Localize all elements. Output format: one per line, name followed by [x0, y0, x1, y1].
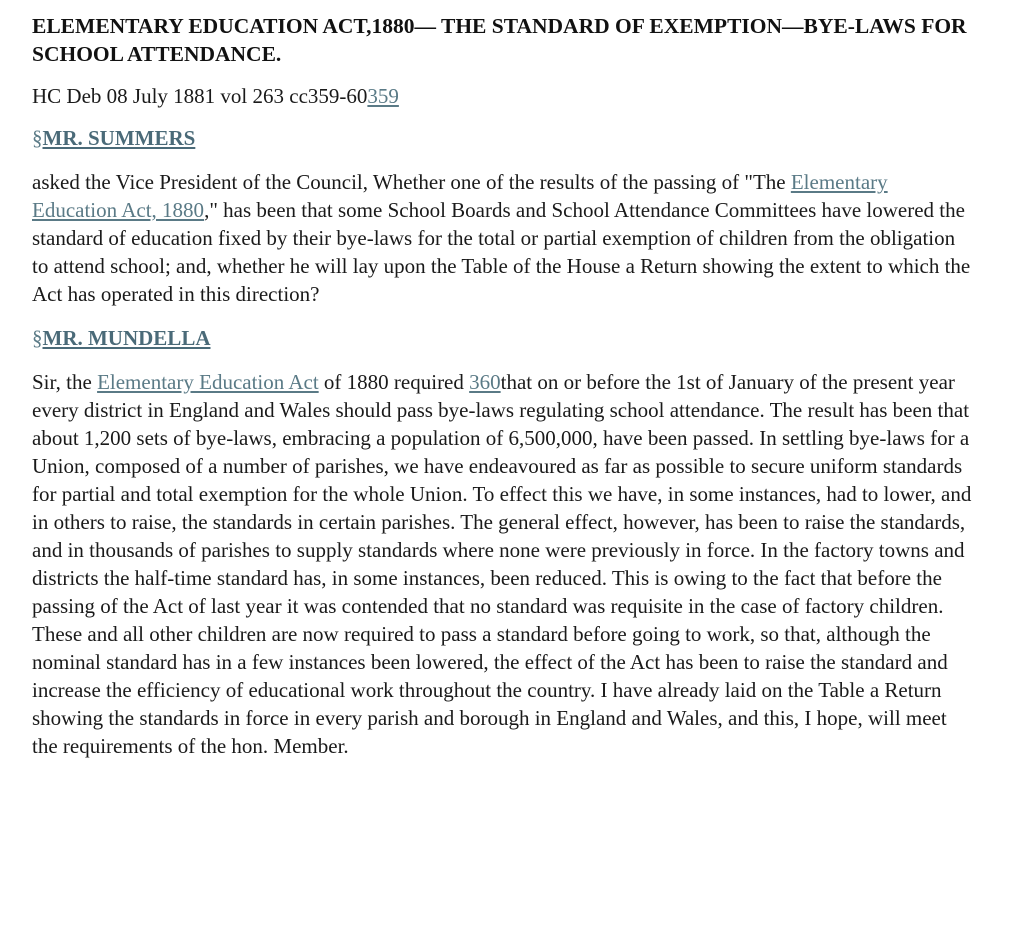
act-link[interactable]: Elementary Education Act, 1880: [32, 170, 888, 222]
section-mark: §: [32, 326, 43, 350]
speech-text: that on or before the 1st of January of the present year every district in England and Wales should pass bye-laws regulating school attendance. The result has been that about 1,200 sets of bye-laws, embracing a population of 6,500,000, have been passed. In settling bye-laws for a Union, composed of a number of parishes, we have endeavoured as far as possible to secure uniform standards for partial and total exemption for the whole Union. To effect this we have, in some instances, had to lower, and in others to raise, the standards in certain parishes. The general effect, however, has been to raise the standards, and in thousands of parishes to supply standards where none were previously in force. In the factory towns and districts the half-time standard has, in some instances, been reduced. This is owing to the fact that before the passing of the Act of last year it was contended that no standard was requisite in the case of factory children. These and all other children are now required to pass a standard before going to work, so that, although the nominal standard has in a few instances been lowered, the effect of the Act has been to raise the standard and increase the efficiency of educational work throughout the country. I have already laid on the Table a Return showing the standards in force in every parish and borough in England and Wales, and this, I hope, will meet the requirements of the hon. Member.: [32, 370, 972, 758]
speech-paragraph-summers: [32, 168, 972, 308]
citation-text: HC Deb 08 July 1881 vol 263 cc359-60: [32, 84, 368, 108]
act-link[interactable]: Elementary Education Act: [97, 370, 319, 394]
page-link-359[interactable]: 359: [367, 84, 399, 108]
speech-text: asked the Vice President of the Council, Whether one of the results of the passing of "The: [32, 170, 791, 194]
speaker-link-summers[interactable]: MR. SUMMERS: [42, 126, 196, 150]
citation: [32, 82, 972, 110]
speech-text: of 1880 required: [318, 370, 470, 394]
speaker-link-mundella[interactable]: MR. MUNDELLA: [42, 326, 211, 350]
speaker-heading-mundella: [32, 324, 972, 352]
speech-paragraph-mundella: [32, 368, 972, 760]
speech-text: ," has been that some School Boards and School Attendance Committees have lowered the standard of education fixed by their bye-laws for the total or partial exemption of children from the obligation to attend school; and, whether he will lay upon the Table of the House a Return showing the extent to which the Act has operated in this direction?: [32, 198, 971, 306]
page-link-360[interactable]: 360: [469, 370, 501, 394]
page-title: ELEMENTARY EDUCATION ACT,1880— THE STANDARD OF EXEMPTION—BYE-LAWS FOR SCHOOL ATTENDANCE.: [32, 14, 967, 66]
document-page: [32, 12, 972, 776]
section-mark: §: [32, 126, 43, 150]
speech-text: Sir, the: [32, 370, 98, 394]
speaker-heading-summers: [32, 124, 972, 152]
